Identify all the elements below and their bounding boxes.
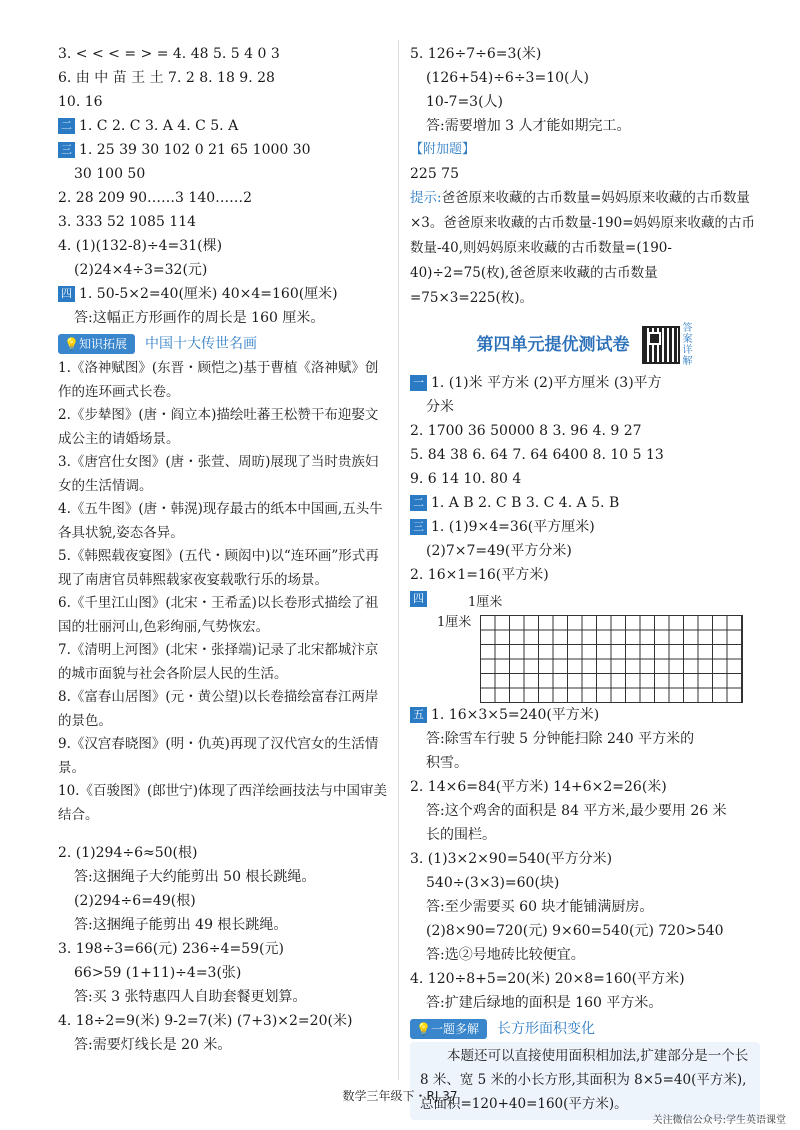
answer-text: 1. 16×3×5=240(平方米) (431, 707, 600, 723)
painting-item: 3.《唐宫仕女图》(唐・张萱、周昉)展现了当时贵族妇女的生活情调。 (58, 454, 379, 494)
section-tag: 四 (58, 286, 75, 302)
answer-text: 答:需要增加 3 人才能如期完工。 (426, 118, 631, 134)
answer-text: 答:这个鸡舍的面积是 84 平方米,最少要用 26 米 (426, 803, 727, 819)
painting-item: 2.《步辇图》(唐・阎立本)描绘吐蕃王松赞干布迎娶文成公主的请婚场景。 (58, 407, 379, 447)
extra-label: 【附加题】 (410, 142, 476, 157)
answer-line (58, 234, 388, 258)
answer-text: 10-7=3(人) (426, 94, 504, 110)
answer-text: 10. 16 (58, 94, 103, 110)
qr-caption: 答案详解 (682, 323, 693, 367)
answer-text: 2. 1700 36 50000 8 3. 96 4. 9 27 (410, 423, 642, 439)
painting-item: 9.《汉宫春晓图》(明・仇英)再现了汉代宫女的生活情景。 (58, 736, 379, 776)
answer-line (410, 919, 760, 943)
answer-line (58, 841, 388, 865)
answer-text: 4. 120÷8+5=20(米) 20×8=160(平方米) (410, 971, 685, 987)
answer-line (410, 967, 760, 991)
answer-text: 答:这幅正方形画作的周长是 160 厘米。 (74, 310, 325, 326)
solve-badge: 💡一题多解 (410, 1019, 487, 1039)
answer-text: 3. 333 52 1085 114 (58, 214, 197, 230)
answer-text: 4. 18÷2=9(米) 9-2=7(米) (7+3)×2=20(米) (58, 1013, 353, 1029)
column-divider (398, 40, 399, 1080)
answer-line (58, 913, 388, 937)
answer-text: 1. 25 39 30 102 0 21 65 1000 30 (79, 142, 311, 158)
answer-line (410, 443, 760, 467)
answer-line (58, 42, 388, 66)
section-tag: 二 (58, 118, 75, 134)
answer-text: 4. (1)(132-8)÷4=31(棵) (58, 238, 223, 254)
painting-item: 7.《清明上河图》(北宋・张择端)记录了北宋都城汴京的城市面貌与社会各阶层人民的生活。 (58, 642, 379, 682)
answer-line (58, 306, 388, 330)
answer-text: 答:选②号地砖比较便宜。 (426, 947, 585, 963)
section-tag: 三 (410, 519, 427, 535)
painting-item: 10.《百骏图》(郎世宁)体现了西洋绘画技法与中国审美结合。 (58, 783, 388, 823)
answer-text: 2. 14×6=84(平方米) 14+6×2=26(米) (410, 779, 667, 795)
qr-code-icon[interactable] (642, 326, 680, 364)
answer-text: 1. (1)9×4=36(平方厘米) (431, 519, 595, 535)
answer-line (58, 186, 388, 210)
answer-line (410, 703, 760, 727)
answer-text: (2)294÷6=49(根) (74, 893, 196, 909)
wechat-note: 关注微信公众号:学生英语课堂 (652, 1115, 786, 1126)
answer-text: 2. (1)294÷6≈50(根) (58, 845, 198, 861)
answer-text: 分米 (426, 399, 454, 415)
answer-text: 3. 198÷3=66(元) 236÷4=59(元) (58, 941, 284, 957)
answer-line (58, 865, 388, 889)
answer-line (410, 90, 760, 114)
answer-text: 答:这捆绳子能剪出 49 根长跳绳。 (74, 917, 288, 933)
answer-text: (2)8×90=720(元) 9×60=540(元) 720>540 (426, 923, 724, 939)
answer-text: 2. 16×1=16(平方米) (410, 567, 549, 583)
culture-badge: 💡知识拓展 (58, 334, 135, 354)
answer-text: 1. A B 2. C B 3. C 4. A 5. B (431, 495, 620, 511)
answer-line (410, 539, 760, 563)
answer-line (58, 961, 388, 985)
answer-line (410, 563, 760, 587)
answer-line (410, 751, 760, 775)
culture-title: 中国十大传世名画 (144, 336, 257, 352)
answer-line (410, 114, 760, 138)
answer-text: (2)7×7=49(平方分米) (426, 543, 572, 559)
painting-item: 1.《洛神赋图》(东晋・顾恺之)基于曹植《洛神赋》创作的连环画式长卷。 (58, 360, 379, 400)
answer-line (410, 727, 760, 751)
answer-text: 66>59 (1+11)÷4=3(张) (74, 965, 242, 981)
section-tag: 四 (410, 591, 427, 607)
grid-side-label: 1厘米 (437, 615, 472, 630)
unit-title-bar (410, 325, 760, 365)
answer-text: 9. 6 14 10. 80 4 (410, 471, 522, 487)
answer-line (58, 282, 388, 306)
answer-line (58, 114, 388, 138)
painting-item: 6.《千里江山图》(北宋・王希孟)以长卷形式描绘了祖国的壮丽河山,色彩绚丽,气势恢宏。 (58, 595, 379, 635)
answer-text: 5. 126÷7÷6=3(米) (410, 46, 542, 62)
answer-text: 答:需要灯线长是 20 米。 (74, 1037, 232, 1053)
answer-line (410, 871, 760, 895)
answer-line (58, 210, 388, 234)
solve-badge-text: 一题多解 (430, 1022, 479, 1036)
answer-line (410, 42, 760, 66)
extra-answer: 225 75 (410, 166, 459, 182)
answer-line (58, 889, 388, 913)
right-column (410, 42, 760, 1120)
painting-item: 5.《韩熙载夜宴图》(五代・顾闳中)以“连环画”形式再现了南唐官员韩熙载家夜宴载歌行乐的场景。 (58, 548, 379, 588)
answer-text: 答:除雪车行驶 5 分钟能扫除 240 平方米的 (426, 731, 695, 747)
answer-line (410, 467, 760, 491)
right-top-answers (410, 42, 760, 138)
solve-title: 长方形面积变化 (496, 1021, 595, 1037)
extra-hint (410, 186, 760, 311)
answer-text: 540÷(3×3)=60(块) (426, 875, 560, 891)
answer-line (58, 138, 388, 162)
answer-line (58, 258, 388, 282)
answer-line (410, 515, 760, 539)
answer-text: 1. (1)米 平方米 (2)平方厘米 (3)平方 (431, 375, 662, 391)
right-bottom-answers (410, 703, 760, 1015)
left-top-answers (58, 42, 388, 330)
answer-text: 答:买 3 张特惠四人自助套餐更划算。 (74, 989, 307, 1005)
answer-line (410, 823, 760, 847)
solve-banner (410, 1018, 760, 1040)
answer-line (58, 985, 388, 1009)
answer-line (410, 943, 760, 967)
page-footer: 数学三年级下・RJ 37 (342, 1089, 458, 1103)
section-tag: 五 (410, 707, 427, 723)
square-grid (480, 615, 743, 703)
answer-line (58, 162, 388, 186)
grid-top-label: 1厘米 (468, 595, 503, 610)
answer-text: (2)24×4÷3=32(元) (74, 262, 208, 278)
answer-line (410, 895, 760, 919)
answer-text: (126+54)÷6÷3=10(人) (426, 70, 589, 86)
answer-line (410, 775, 760, 799)
answer-text: 3. < < < = > = 4. 48 5. 5 4 0 3 (58, 46, 280, 62)
answer-line (410, 799, 760, 823)
unit-title: 第四单元提优测试卷 (476, 335, 630, 355)
answer-text: 长的围栏。 (426, 827, 496, 843)
answer-text: 1. C 2. C 3. A 4. C 5. A (79, 118, 239, 134)
right-mid-answers (410, 371, 760, 587)
answer-text: 2. 28 209 90……3 140……2 (58, 190, 253, 206)
answer-text: 积雪。 (426, 755, 468, 771)
answer-text: 30 100 50 (74, 166, 146, 182)
culture-badge-text: 知识拓展 (78, 337, 127, 351)
answer-line (410, 371, 760, 395)
answer-line (410, 847, 760, 871)
answer-text: 答:至少需要买 60 块才能铺满厨房。 (426, 899, 654, 915)
left-column (58, 42, 388, 1057)
answer-line (58, 66, 388, 90)
answer-line (58, 1009, 388, 1033)
solve-text: 本题还可以直接使用面积相加法,扩建部分是一个长 8 米、宽 5 米的小长方形,其面积为 8×5=40(平方米),总面积=120+40=160(平方米)。 (420, 1048, 749, 1112)
answer-line (410, 491, 760, 515)
section-tag: 一 (410, 375, 427, 391)
culture-banner (58, 333, 388, 355)
painting-item: 8.《富春山居图》(元・黄公望)以长卷描绘富春江两岸的景色。 (58, 689, 379, 729)
answer-line (58, 90, 388, 114)
answer-line (58, 1033, 388, 1057)
answer-text: 1. 50-5×2=40(厘米) 40×4=160(厘米) (79, 286, 338, 302)
section-tag: 二 (410, 495, 427, 511)
solve-box (410, 1042, 760, 1120)
answer-text: 答:扩建后绿地的面积是 160 平方米。 (426, 995, 663, 1011)
answer-line (410, 395, 760, 419)
answer-line (410, 419, 760, 443)
answer-line (410, 66, 760, 90)
answer-text: 答:这捆绳子大约能剪出 50 根长跳绳。 (74, 869, 316, 885)
grid-answer (410, 587, 760, 703)
left-bottom-answers (58, 841, 388, 1057)
painting-item: 4.《五牛图》(唐・韩滉)现存最古的纸本中国画,五头牛各具状貌,姿态各异。 (58, 501, 383, 541)
answer-text: 3. (1)3×2×90=540(平方分米) (410, 851, 613, 867)
answer-text: 6. 由 中 苗 王 土 7. 2 8. 18 9. 28 (58, 70, 275, 86)
section-tag: 三 (58, 142, 75, 158)
culture-list (58, 357, 388, 827)
hint-text: 爸爸原来收藏的古币数量=妈妈原来收藏的古币数量×3。爸爸原来收藏的古币数量-190=妈妈原来收藏的古币数量-40,则妈妈原来收藏的古币数量=(190-40)÷2=75(枚),爸爸原来收藏的古币数量=75×3=225(枚)。 (410, 190, 756, 306)
hint-label: 提示: (410, 190, 442, 206)
answer-line (58, 937, 388, 961)
answer-text: 5. 84 38 6. 64 7. 64 6400 8. 10 5 13 (410, 447, 664, 463)
answer-line (410, 991, 760, 1015)
